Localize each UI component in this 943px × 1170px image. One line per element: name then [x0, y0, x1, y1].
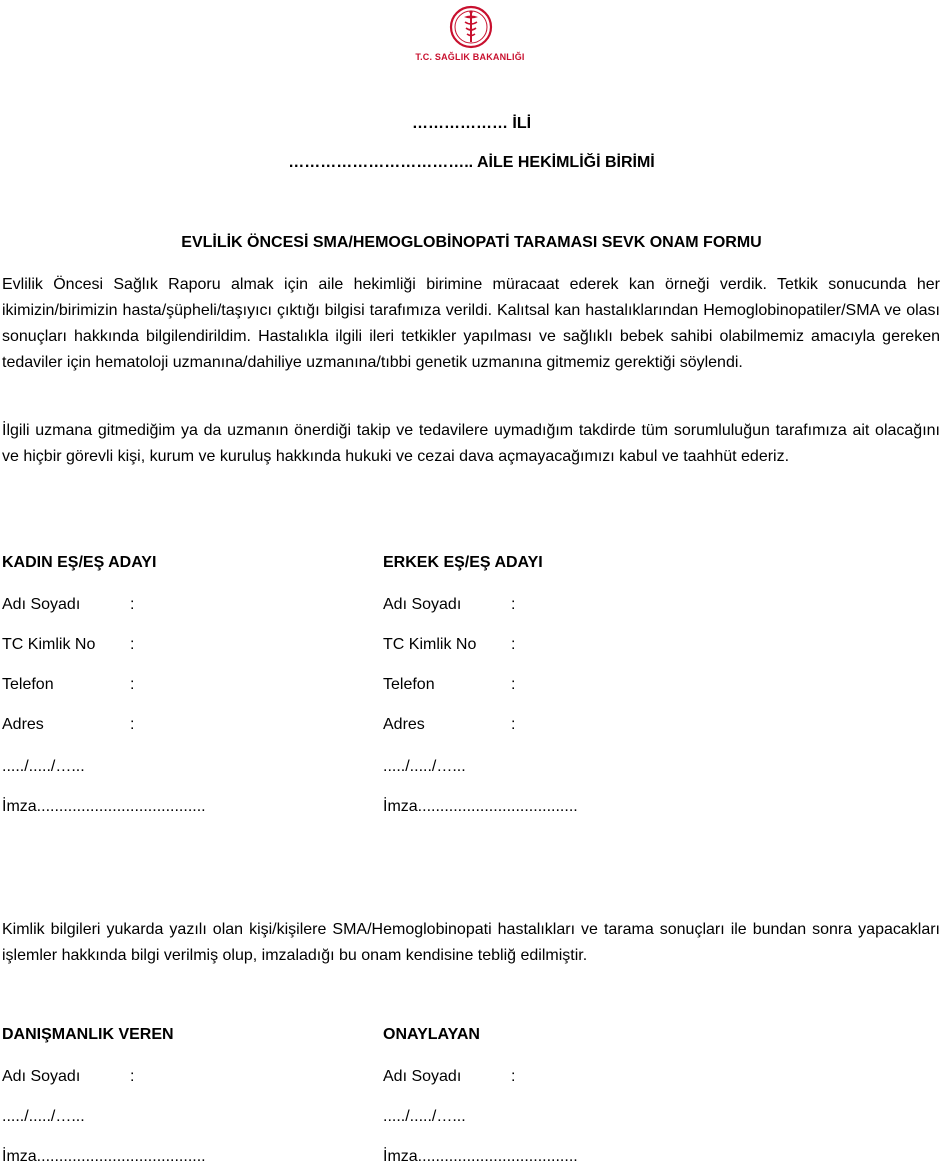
- male-address-colon: :: [511, 716, 516, 733]
- counselor-name-row: [2, 1068, 362, 1090]
- male-tc-label: TC Kimlik No: [383, 636, 477, 653]
- approver-signature-line: İmza....................................: [383, 1148, 578, 1165]
- form-title: EVLİLİK ÖNCESİ SMA/HEMOGLOBİNOPATİ TARAMASI SEVK ONAM FORMU: [181, 234, 762, 251]
- male-party-heading: ERKEK EŞ/EŞ ADAYI: [383, 554, 543, 571]
- male-signature-line: İmza....................................: [383, 798, 578, 815]
- female-name-label: Adı Soyadı: [2, 596, 81, 613]
- male-name-colon: :: [511, 596, 516, 613]
- counselor-heading: DANIŞMANLIK VEREN: [2, 1026, 174, 1043]
- female-tc-colon: :: [130, 636, 135, 653]
- approver-name-label: Adı Soyadı: [383, 1068, 462, 1085]
- approver-date-line: ...../...../…...: [383, 1108, 466, 1125]
- counselor-name-colon: :: [130, 1068, 135, 1085]
- female-address-colon: :: [130, 716, 135, 733]
- approver-heading: ONAYLAYAN: [383, 1026, 480, 1043]
- male-party-block: [383, 554, 743, 815]
- female-phone-row: [2, 676, 362, 698]
- male-phone-label: Telefon: [383, 676, 435, 693]
- consent-paragraph-1: Evlilik Öncesi Sağlık Raporu almak için aile hekimliği birimine müracaat ederek kan örneği verdik. Tetkik sonucunda her ikimizin/birimizin hasta/şüpheli/taşıyıcı çıktığı bilgisi tarafımıza verildi. Kalıtsal kan hastalıklarından Hemoglobinopatiler/SMA ve olası sonuçları hakkında bilgilendirildim. Hastalıkla ilgili ileri tetkikler yapılması ve sağlıklı bebek sahibi olabilmemiz amacıyla gereken tedaviler için hematoloji uzmanına/dahiliye uzmanına/tıbbi genetik uzmanına gitmemiz gerektiği söylendi.: [2, 276, 940, 371]
- approver-block: [383, 1026, 743, 1165]
- male-tc-colon: :: [511, 636, 516, 653]
- male-tc-row: [383, 636, 743, 658]
- female-signature-line: İmza......................................: [2, 798, 206, 815]
- notification-paragraph: Kimlik bilgileri yukarda yazılı olan kişi/kişilere SMA/Hemoglobinopati hastalıkları ve tarama sonuçları ile bundan sonra yapacakları işlemler hakkında bilgi verilmiş olup, imzaladığı bu onam kendisine tebliğ edilmiştir.: [2, 921, 940, 964]
- male-phone-colon: :: [511, 676, 516, 693]
- unit-line: …………………………….. AİLE HEKİMLİĞİ BİRİMİ: [288, 154, 655, 171]
- counselor-block: [2, 1026, 362, 1165]
- male-name-label: Adı Soyadı: [383, 596, 462, 613]
- female-date-line: ...../...../…...: [2, 758, 85, 775]
- female-party-heading: KADIN EŞ/EŞ ADAYI: [2, 554, 157, 571]
- organization-name: T.C. SAĞLIK BAKANLIĞI: [415, 52, 525, 62]
- approver-name-colon: :: [511, 1068, 516, 1085]
- female-name-row: [2, 596, 362, 618]
- male-address-row: [383, 716, 743, 738]
- male-phone-row: [383, 676, 743, 698]
- province-line: ……………… İLİ: [411, 115, 532, 132]
- female-party-block: [2, 554, 362, 815]
- counselor-name-label: Adı Soyadı: [2, 1068, 81, 1085]
- female-address-label: Adres: [2, 716, 44, 733]
- female-tc-row: [2, 636, 362, 658]
- approver-name-row: [383, 1068, 743, 1090]
- counselor-date-line: ...../...../…...: [2, 1108, 85, 1125]
- male-name-row: [383, 596, 743, 618]
- female-name-colon: :: [130, 596, 135, 613]
- ministry-logo: [444, 4, 498, 50]
- male-address-label: Adres: [383, 716, 425, 733]
- female-tc-label: TC Kimlik No: [2, 636, 96, 653]
- female-phone-colon: :: [130, 676, 135, 693]
- counselor-signature-line: İmza......................................: [2, 1148, 206, 1165]
- consent-paragraph-2: İlgili uzmana gitmediğim ya da uzmanın önerdiği takip ve tedavilere uymadığım takdirde tüm sorumluluğun tarafımıza ait olacağını ve hiçbir görevli kişi, kurum ve kuruluş hakkında hukuki ve cezai dava açmayacağımızı kabul ve taahhüt ederiz.: [2, 422, 940, 465]
- female-address-row: [2, 716, 362, 738]
- female-phone-label: Telefon: [2, 676, 54, 693]
- male-date-line: ...../...../…...: [383, 758, 466, 775]
